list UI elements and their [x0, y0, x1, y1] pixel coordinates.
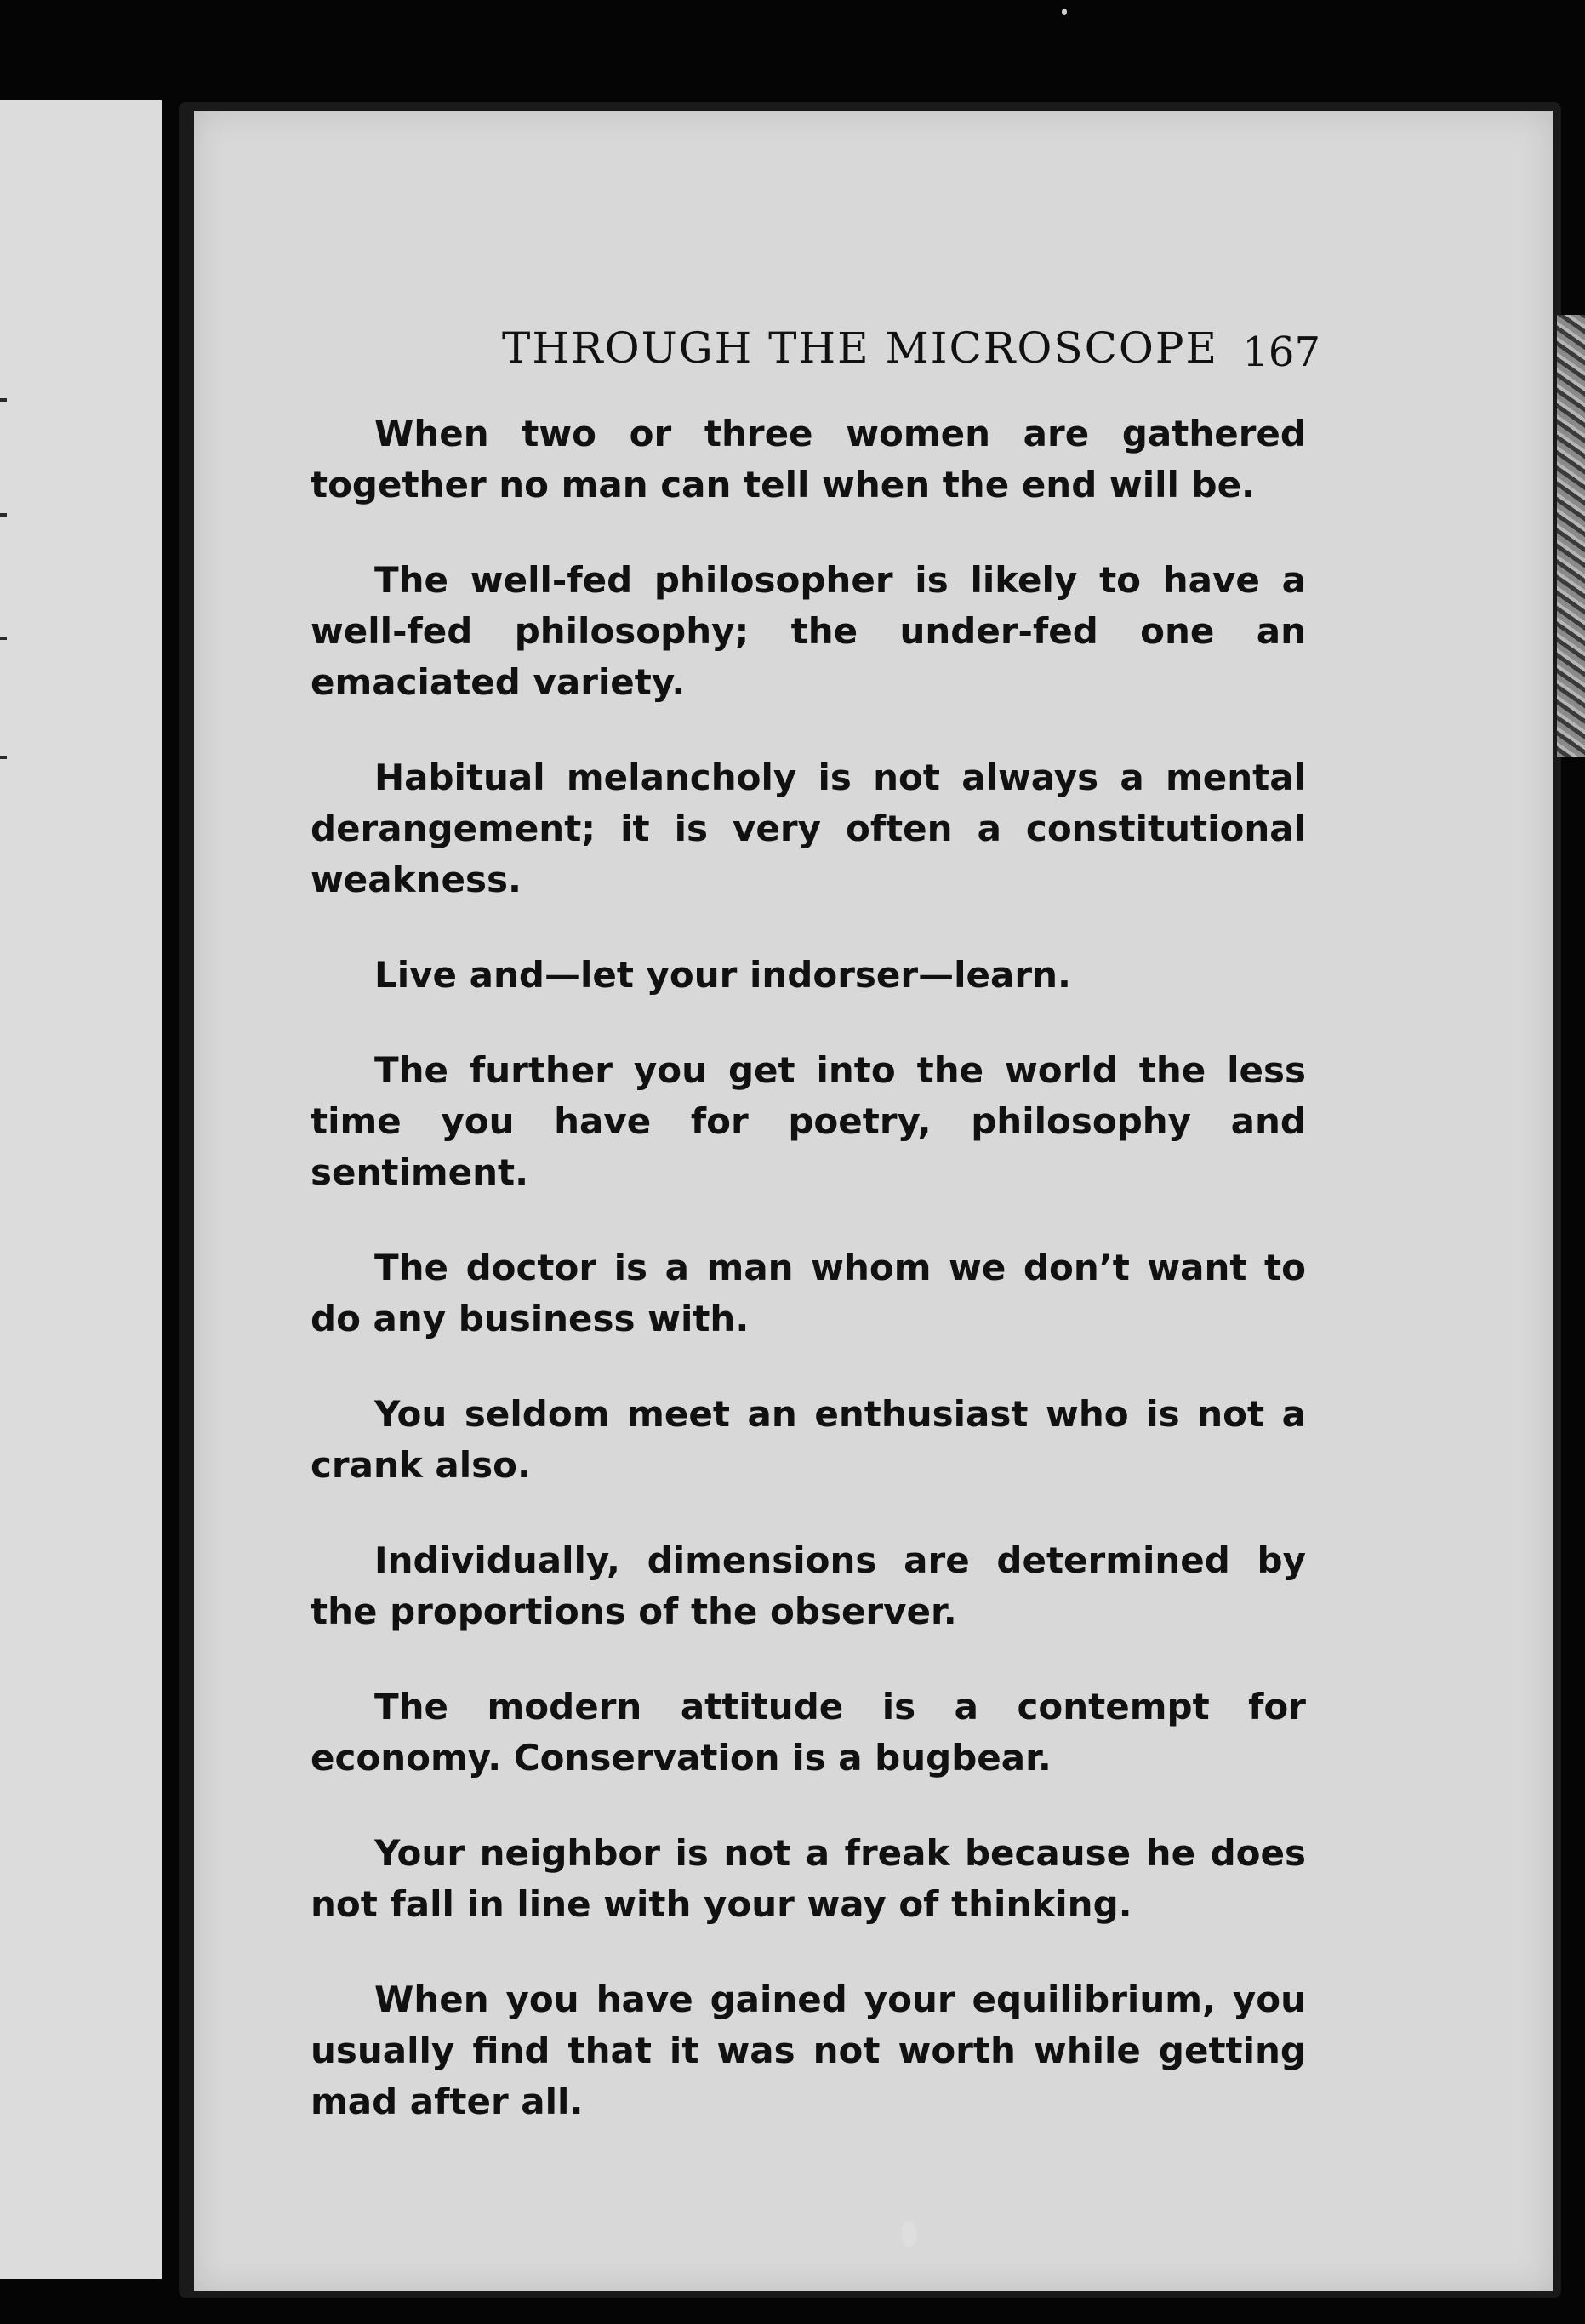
adjacent-left-page — [0, 100, 162, 2279]
page-header — [306, 323, 1327, 391]
left-page-mark — [0, 513, 7, 517]
aphorism-paragraph: When you have gained your equilibrium, you usually find that it was not worth while getting mad after all. — [311, 1979, 1306, 2122]
page-number: 167 — [1242, 328, 1320, 376]
aphorism-paragraph: Individually, dimensions are determined by the proportions of the observer. — [311, 1539, 1306, 1632]
aphorism-paragraph: The doctor is a man whom we don’t want to do any business with. — [311, 1247, 1306, 1339]
running-head: THROUGH THE MICROSCOPE — [502, 323, 1218, 373]
aphorism-paragraph: When two or three women are gathered together no man can tell when the end will be. — [311, 413, 1306, 505]
scan-speck — [1062, 9, 1067, 15]
aphorism-paragraph: Live and—let your indorser—learn. — [374, 954, 1071, 996]
left-page-mark — [0, 637, 7, 640]
aphorism-paragraph: The further you get into the world the less time you have for poetry, philosophy and sentiment. — [311, 1049, 1306, 1193]
aphorism-paragraph: The modern attitude is a contempt for economy. Conservation is a bugbear. — [311, 1686, 1306, 1779]
aphorism-paragraph: You seldom meet an enthusiast who is not a crank also. — [311, 1393, 1306, 1486]
aphorism-paragraph: Habitual melancholy is not always a mental derangement; it is very often a constitutional weakness. — [311, 757, 1306, 900]
left-page-mark — [0, 398, 7, 402]
aphorism-paragraph: The well-fed philosopher is likely to have a well-fed philosophy; the under-fed one an emaciated variety. — [311, 559, 1306, 703]
scan-artifact — [902, 2221, 917, 2247]
page-body — [311, 408, 1306, 2172]
aphorism-paragraph: Your neighbor is not a freak because he does not fall in line with your way of thinking. — [311, 1832, 1306, 1925]
left-page-mark — [0, 756, 7, 759]
adjacent-right-page-edge — [1557, 315, 1585, 757]
